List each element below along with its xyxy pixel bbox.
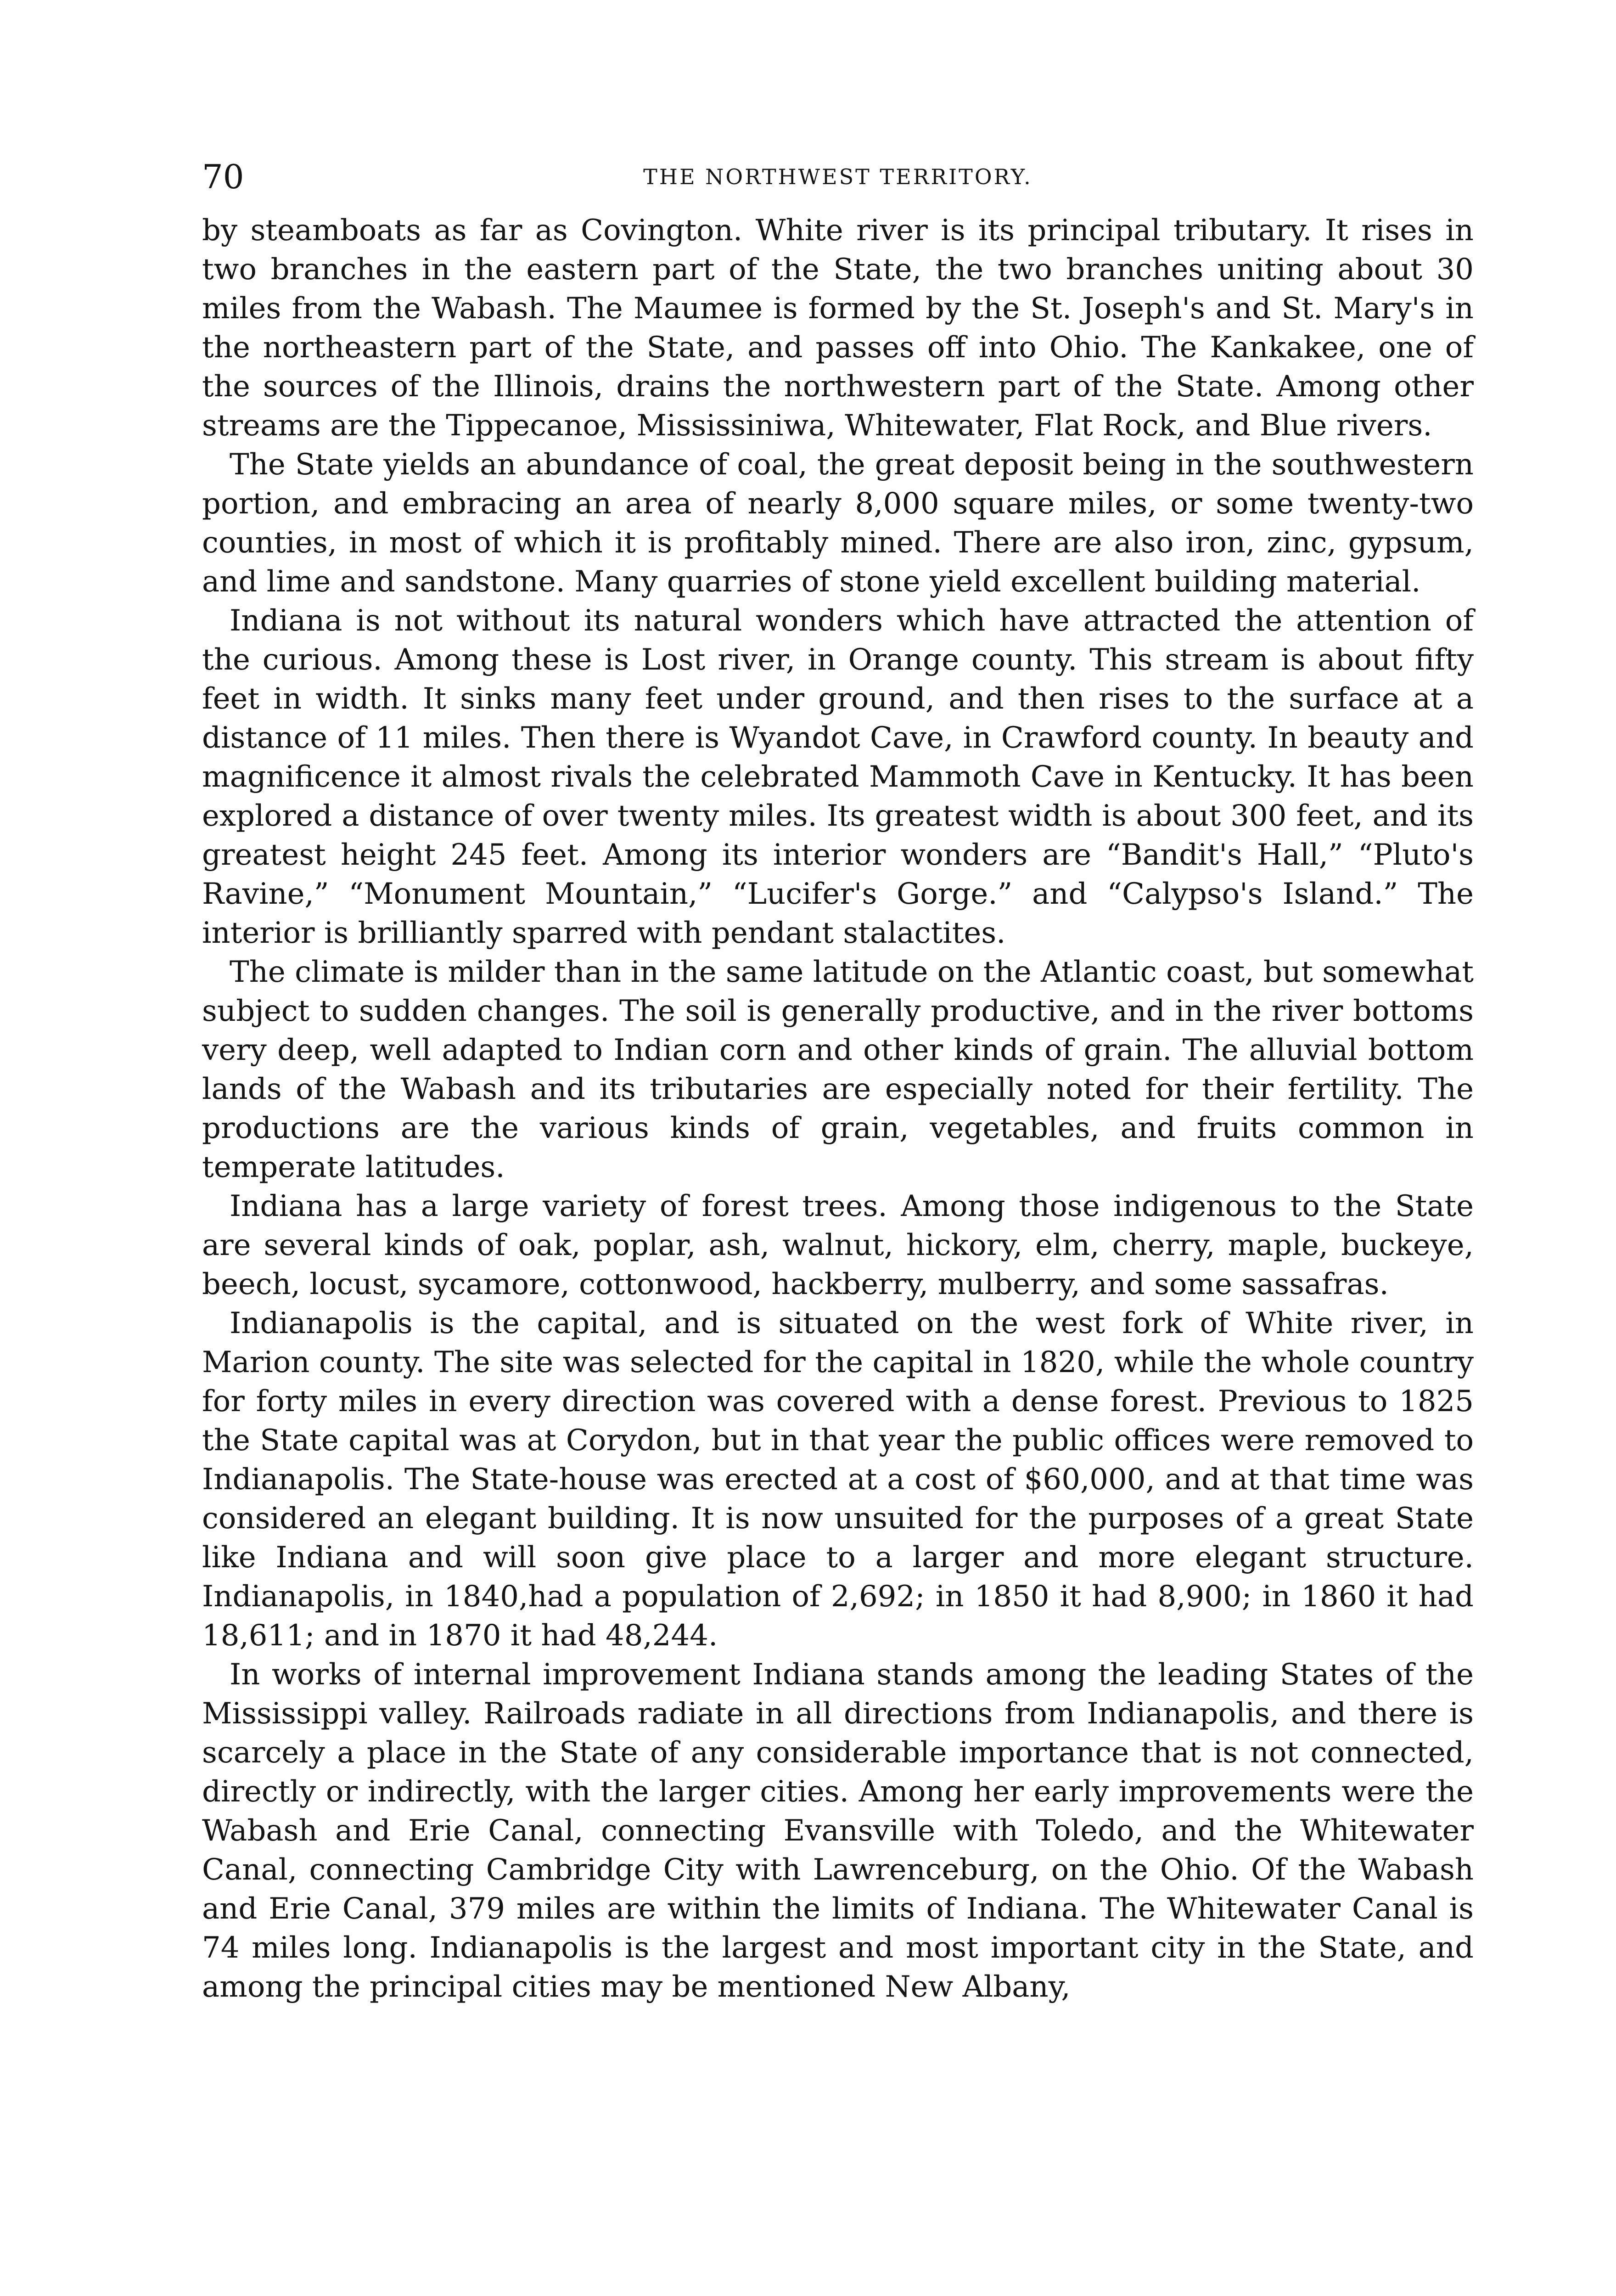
running-head <box>202 152 1474 202</box>
paragraph-climate: The climate is milder than in the same latitude on the Atlantic coast, but somewhat subject to sudden changes. The soil is generally productive, and in the river bottoms very deep, well adapted to Indian corn and other kinds of grain. The alluvial bottom lands of the Wabash and its tributaries are especially noted for their fertility. The productions are the various kinds of grain, vegetables, and fruits common in temperate latitudes. <box>202 955 1474 1184</box>
paragraph-forest-trees: Indiana has a large variety of forest trees. Among those indigenous to the State are several kinds of oak, poplar, ash, walnut, hickory, elm, cherry, maple, buckeye, beech, locust, sycamore, cottonwood, hackberry, mulberry, and some sassafras. <box>202 1189 1474 1301</box>
body-text <box>202 211 1474 2007</box>
page-number: 70 <box>202 158 244 196</box>
book-page <box>202 152 1474 2007</box>
running-title: THE NORTHWEST TERRITORY. <box>643 164 1032 189</box>
paragraph-internal-improvement: In works of internal improvement Indiana stands among the leading States of the Mississippi valley. Railroads radiate in all directions from Indianapolis, and there is scarcely a place in the State of any considerable importance that is not connected, directly or indirectly, with the larger cities. Among her early improvements were the Wabash and Erie Canal, connecting Evansville with Toledo, and the Whitewater Canal, connecting Cambridge City with Lawrenceburg, on the Ohio. Of the Wabash and Erie Canal, 379 miles are within the limits of Indiana. The Whitewater Canal is 74 miles long. Indianapolis is the largest and most important city in the State, and among the principal cities may be mentioned New Albany, <box>202 1658 1474 2004</box>
paragraph-natural-wonders: Indiana is not without its natural wonders which have attracted the attention of the curious. Among these is Lost river, in Orange county. This stream is about fifty feet in width. It sinks many feet under ground, and then rises to the surface at a distance of 11 miles. Then there is Wyandot Cave, in Crawford county. In beauty and magnificence it almost rivals the celebrated Mammoth Cave in Kentucky. It has been explored a distance of over twenty miles. Its greatest width is about 300 feet, and its greatest height 245 feet. Among its interior wonders are “Bandit's Hall,” “Pluto's Ravine,” “Monument Mountain,” “Lucifer's Gorge.” and “Calypso's Island.” The interior is brilliantly sparred with pendant stalactites. <box>202 604 1474 950</box>
paragraph-continued: by steamboats as far as Covington. White river is its principal tributary. It rises in two branches in the eastern part of the State, the two branches uniting about 30 miles from the Wabash. The Maumee is formed by the St. Joseph's and St. Mary's in the northeastern part of the State, and passes off into Ohio. The Kankakee, one of the sources of the Illinois, drains the northwestern part of the State. Among other streams are the Tippecanoe, Mississiniwa, Whitewater, Flat Rock, and Blue rivers. <box>202 214 1474 443</box>
paragraph-capital: Indianapolis is the capital, and is situated on the west fork of White river, in Marion county. The site was selected for the capital in 1820, while the whole country for forty miles in every direction was covered with a dense forest. Previous to 1825 the State capital was at Corydon, but in that year the public offices were removed to Indianapolis. The State-house was erected at a cost of $60,000, and at that time was considered an elegant building. It is now unsuited for the purposes of a great State like Indiana and will soon give place to a larger and more elegant structure. Indianapolis, in 1840,had a population of 2,692; in 1850 it had 8,900; in 1860 it had 18,611; and in 1870 it had 48,244. <box>202 1306 1474 1653</box>
paragraph-minerals: The State yields an abundance of coal, the great deposit being in the southwestern portion, and embracing an area of nearly 8,000 square miles, or some twenty-two counties, in most of which it is profitably mined. There are also iron, zinc, gypsum, and lime and sandstone. Many quarries of stone yield excellent building material. <box>202 448 1474 599</box>
